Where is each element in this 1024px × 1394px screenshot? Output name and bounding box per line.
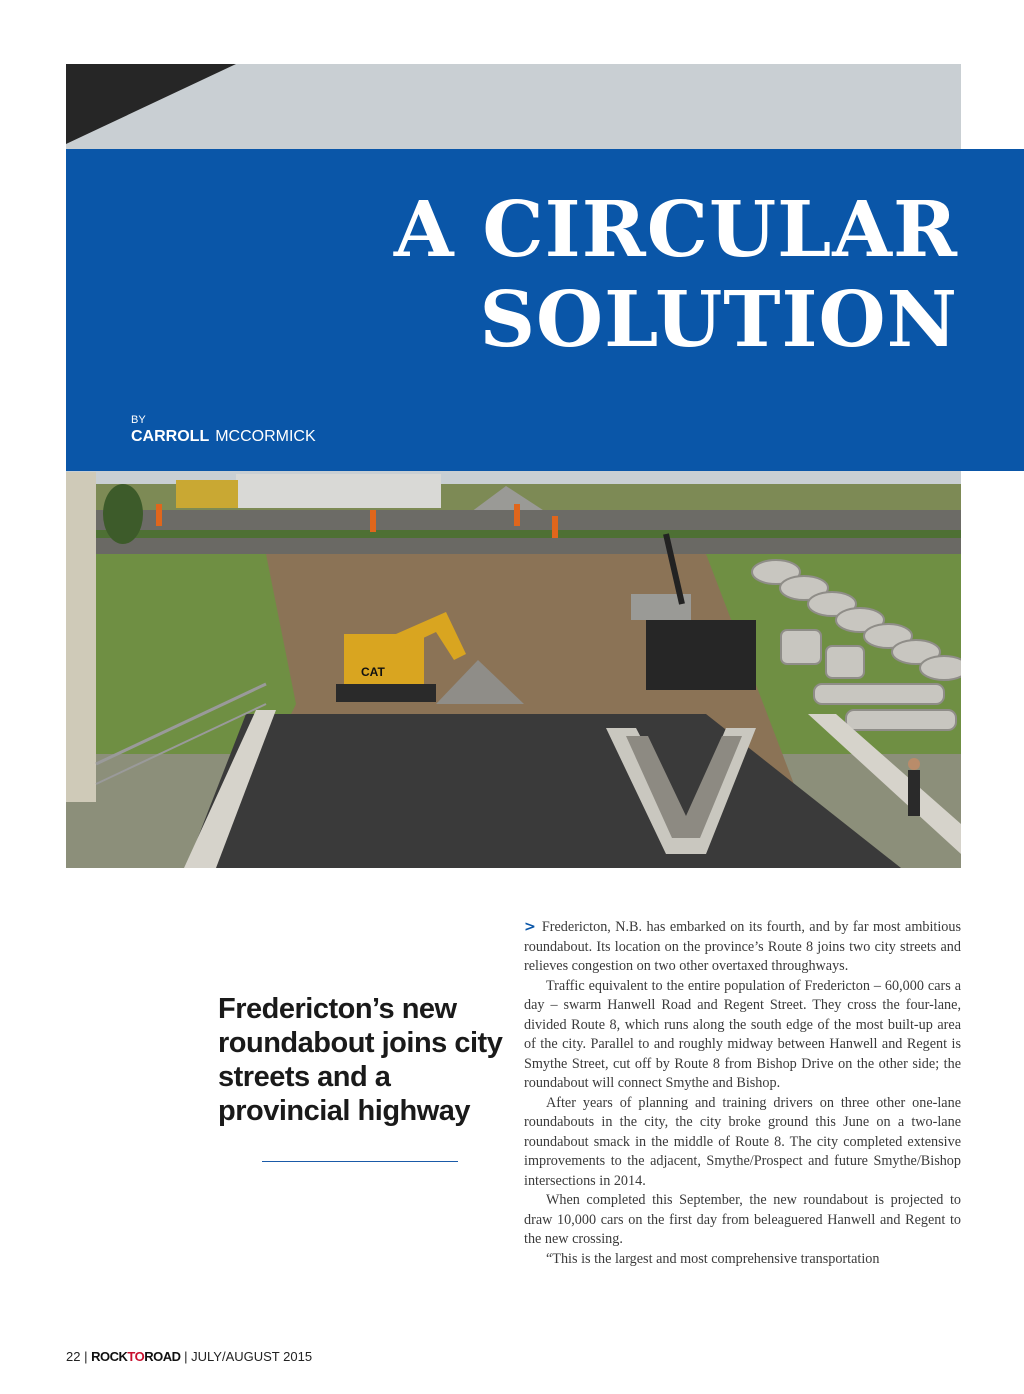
deck-divider <box>262 1161 458 1162</box>
headline <box>394 185 958 365</box>
issue-date: JULY/AUGUST 2015 <box>191 1349 313 1364</box>
body-paragraph-5: “This is the largest and most comprehensive transportation <box>546 1250 880 1267</box>
footer-separator-1: | <box>84 1349 88 1364</box>
byline-author <box>131 428 316 446</box>
body-paragraph-3: After years of planning and training drivers on three other one-lane roundabouts in the city, the city broke ground this June on a two-lane roundabout smack in the middle of Route 8. The city completed extensive improvements to the adjacent, Smythe/Prospect and future Smythe/Bishop intersections in 2014. <box>524 1094 961 1189</box>
article-deck: Fredericton’s new roundabout joins city streets and a provincial highway <box>218 993 503 1127</box>
photo-equipment-label: CAT <box>361 665 385 679</box>
byline-prefix: BY <box>131 414 146 426</box>
headline-line-1: A CIRCULAR <box>393 185 958 275</box>
body-paragraph-2: Traffic equivalent to the entire population of Fredericton – 60,000 cars a day – swarm Hanwell Road and Regent Street. They cross the four-lane, divided Route 8, which runs along the south edge of the most built-up area of the city. Parallel to and roughly midway between Hanwell and Regent is Smythe Street, cut off by Route 8 from Bishop Drive on the other side; the roundabout will connect Smythe and Bishop. <box>524 977 961 1091</box>
magazine-logo: ROCKTOROAD <box>91 1349 181 1364</box>
body-paragraph-1: > Fredericton, N.B. has embarked on its fourth, and by far most ambitious roundabout. Its location on the province’s Route 8 joins two city streets and relieves congestion on two other overtaxed throughways. <box>524 919 961 974</box>
lead-arrow-icon: > <box>524 919 536 935</box>
article-body <box>524 918 961 1269</box>
body-paragraph-4: When completed this September, the new roundabout is projected to draw 10,000 cars on the first day from beleaguered Hanwell and Regent to the new crossing. <box>524 1192 961 1247</box>
author-first-name: CARROLL <box>131 428 210 445</box>
footer-separator-2: | <box>184 1349 188 1364</box>
headline-line-2: SOLUTION <box>479 275 958 365</box>
page-number: 22 <box>66 1349 81 1364</box>
page-footer <box>66 1349 312 1364</box>
author-last-name: MCCORMICK <box>215 428 316 445</box>
